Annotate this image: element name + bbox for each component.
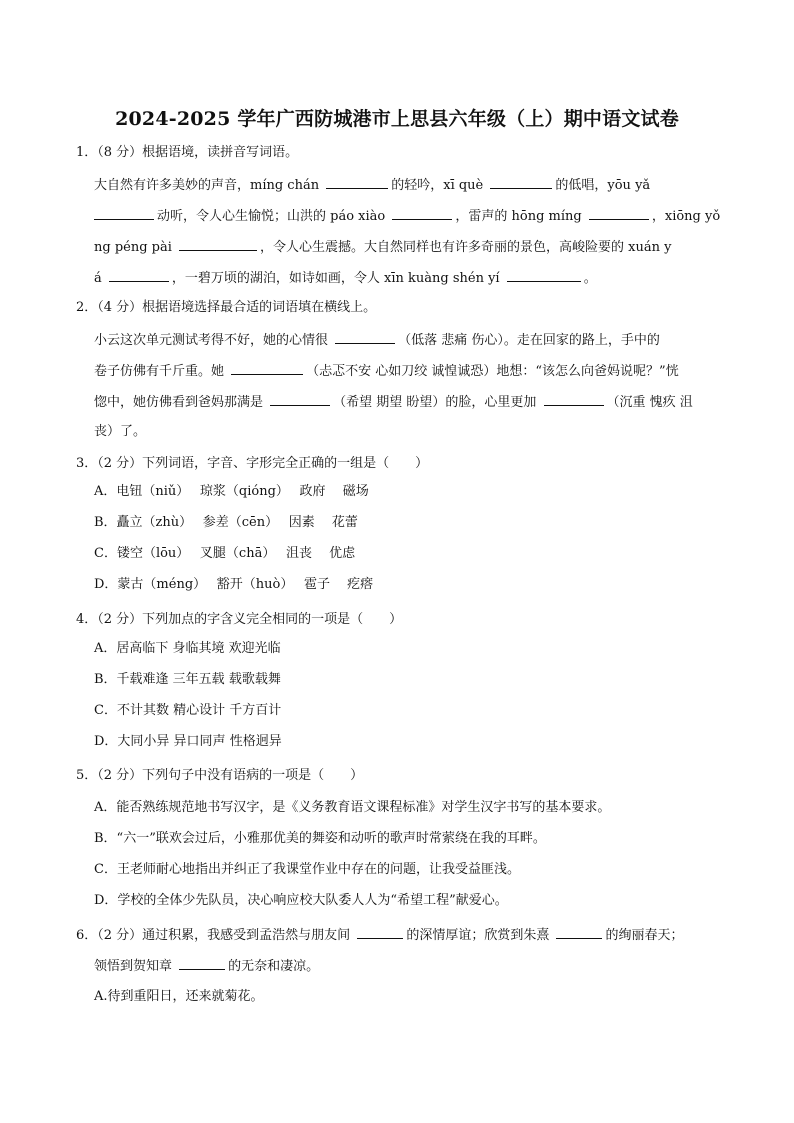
question-2-line-4: 丧）了。 [94,424,147,439]
answer-blank[interactable] [544,393,604,406]
q1-text: 的轻吟，xī què [391,178,488,193]
question-5-option-a[interactable]: A．能否熟练规范地书写汉字，是《义务教育语文课程标准》对学生汉字书写的基本要求。 [94,800,611,815]
question-5-option-b[interactable]: B．“六一”联欢会过后，小雅那优美的舞姿和动听的歌声时常萦绕在我的耳畔。 [94,831,546,846]
question-5-option-c[interactable]: C．王老师耐心地指出并纠正了我课堂作业中存在的问题，让我受益匪浅。 [94,862,520,877]
question-1-line-4 [94,269,597,287]
answer-blank[interactable] [357,926,403,939]
answer-blank[interactable] [109,269,169,282]
question-2-line-3 [94,393,693,411]
answer-blank[interactable] [392,207,452,220]
q2-text: （沉重 愧疚 沮 [606,395,693,410]
question-3-option-c[interactable]: C．镂空（lōu） 叉腿（chā） 沮丧 优虑 [94,546,356,561]
q2-text: 惚中，她仿佛看到爸妈那满是 [94,395,268,410]
q1-text: á [94,271,106,286]
question-5-option-d[interactable]: D．学校的全体少先队员，决心响应校大队委人人为“希望工程”献爱心。 [94,893,508,908]
question-6-line-2 [94,957,319,975]
question-1-header: 1．（8 分）根据语境，读拼音写词语。 [76,145,299,160]
question-2-line-1 [94,331,660,349]
question-3-option-b[interactable]: B．矗立（zhù） 参差（cēn） 因素 花蕾 [94,515,358,530]
answer-blank[interactable] [507,269,581,282]
question-4-option-b[interactable]: B．千载难逢 三年五载 载歌载舞 [94,672,281,687]
question-1-line-3 [94,238,671,256]
q6-text: 6．（2 分）通过积累，我感受到孟浩然与朋友间 [76,928,355,943]
q1-text: 。 [583,271,597,286]
q2-text: （低落 悲痛 伤心）。走在回家的路上，手中的 [398,333,660,348]
q1-text: 大自然有许多美妙的声音，míng chán [94,178,324,193]
question-4-option-c[interactable]: C．不计其数 精心设计 千方百计 [94,703,282,718]
q6-text: 的深情厚谊；欣赏到朱熹 [406,928,554,943]
q2-text: 卷子仿佛有千斤重。她 [94,364,229,379]
page-title: 2024-2025 学年广西防城港市上思县六年级（上）期中语文试卷 [115,108,679,130]
answer-blank[interactable] [94,207,154,220]
question-2-header: 2．（4 分）根据语境选择最合适的词语填在横线上。 [76,300,377,315]
answer-blank[interactable] [179,238,257,251]
answer-blank[interactable] [179,957,225,970]
question-4-option-d[interactable]: D．大同小异 异口同声 性格迥异 [94,734,282,749]
question-6-line-1 [76,926,683,944]
answer-blank[interactable] [326,176,388,189]
q1-text: 动听，令人心生愉悦；山洪的 páo xiào [157,209,390,224]
question-2-line-2 [94,362,679,380]
answer-blank[interactable] [231,362,303,375]
q1-text: ，xiōng yǒ [651,209,721,224]
answer-blank[interactable] [589,207,649,220]
q6-text: 的无奈和凄凉。 [228,959,320,974]
question-4-header: 4．（2 分）下列加点的字含义完全相同的一项是（ ） [76,612,403,627]
answer-blank[interactable] [335,331,395,344]
answer-blank[interactable] [556,926,602,939]
q2-text: （希望 期望 盼望）的脸，心里更加 [333,395,541,410]
q2-text: （忐忑不安 心如刀绞 诚惶诚恐）地想：“该怎么向爸妈说呢？”恍 [306,364,679,379]
q1-text: ，令人心生震撼。大自然同样也有许多奇丽的景色，高峻险要的 xuán y [260,240,672,255]
answer-blank[interactable] [270,393,330,406]
q2-text: 小云这次单元测试考得不好，她的心情很 [94,333,333,348]
question-3-header: 3．（2 分）下列词语，字音、字形完全正确的一组是（ ） [76,456,429,471]
question-1-line-2 [94,207,720,225]
q1-text: ，雷声的 hōng míng [455,209,586,224]
q1-text: ng péng pài [94,240,177,255]
question-1-line-1 [94,176,650,194]
question-3-option-a[interactable]: A．电钮（niǔ） 琼浆（qióng） 政府 磁场 [94,484,369,499]
question-3-option-d[interactable]: D．蒙古（méng） 豁开（huò） 雹子 疙瘩 [94,577,374,592]
q6-text: 领悟到贺知章 [94,959,177,974]
q1-text: 的低唱，yōu yǎ [555,178,651,193]
answer-blank[interactable] [490,176,552,189]
question-4-option-a[interactable]: A．居高临下 身临其境 欢迎光临 [94,641,281,656]
question-5-header: 5．（2 分）下列句子中没有语病的一项是（ ） [76,768,364,783]
question-6-option-a[interactable]: A.待到重阳日，还来就菊花。 [94,989,264,1004]
q6-text: 的绚丽春天； [605,928,684,943]
q1-text: ，一碧万顷的湖泊，如诗如画，令人 xīn kuàng shén yí [171,271,504,286]
